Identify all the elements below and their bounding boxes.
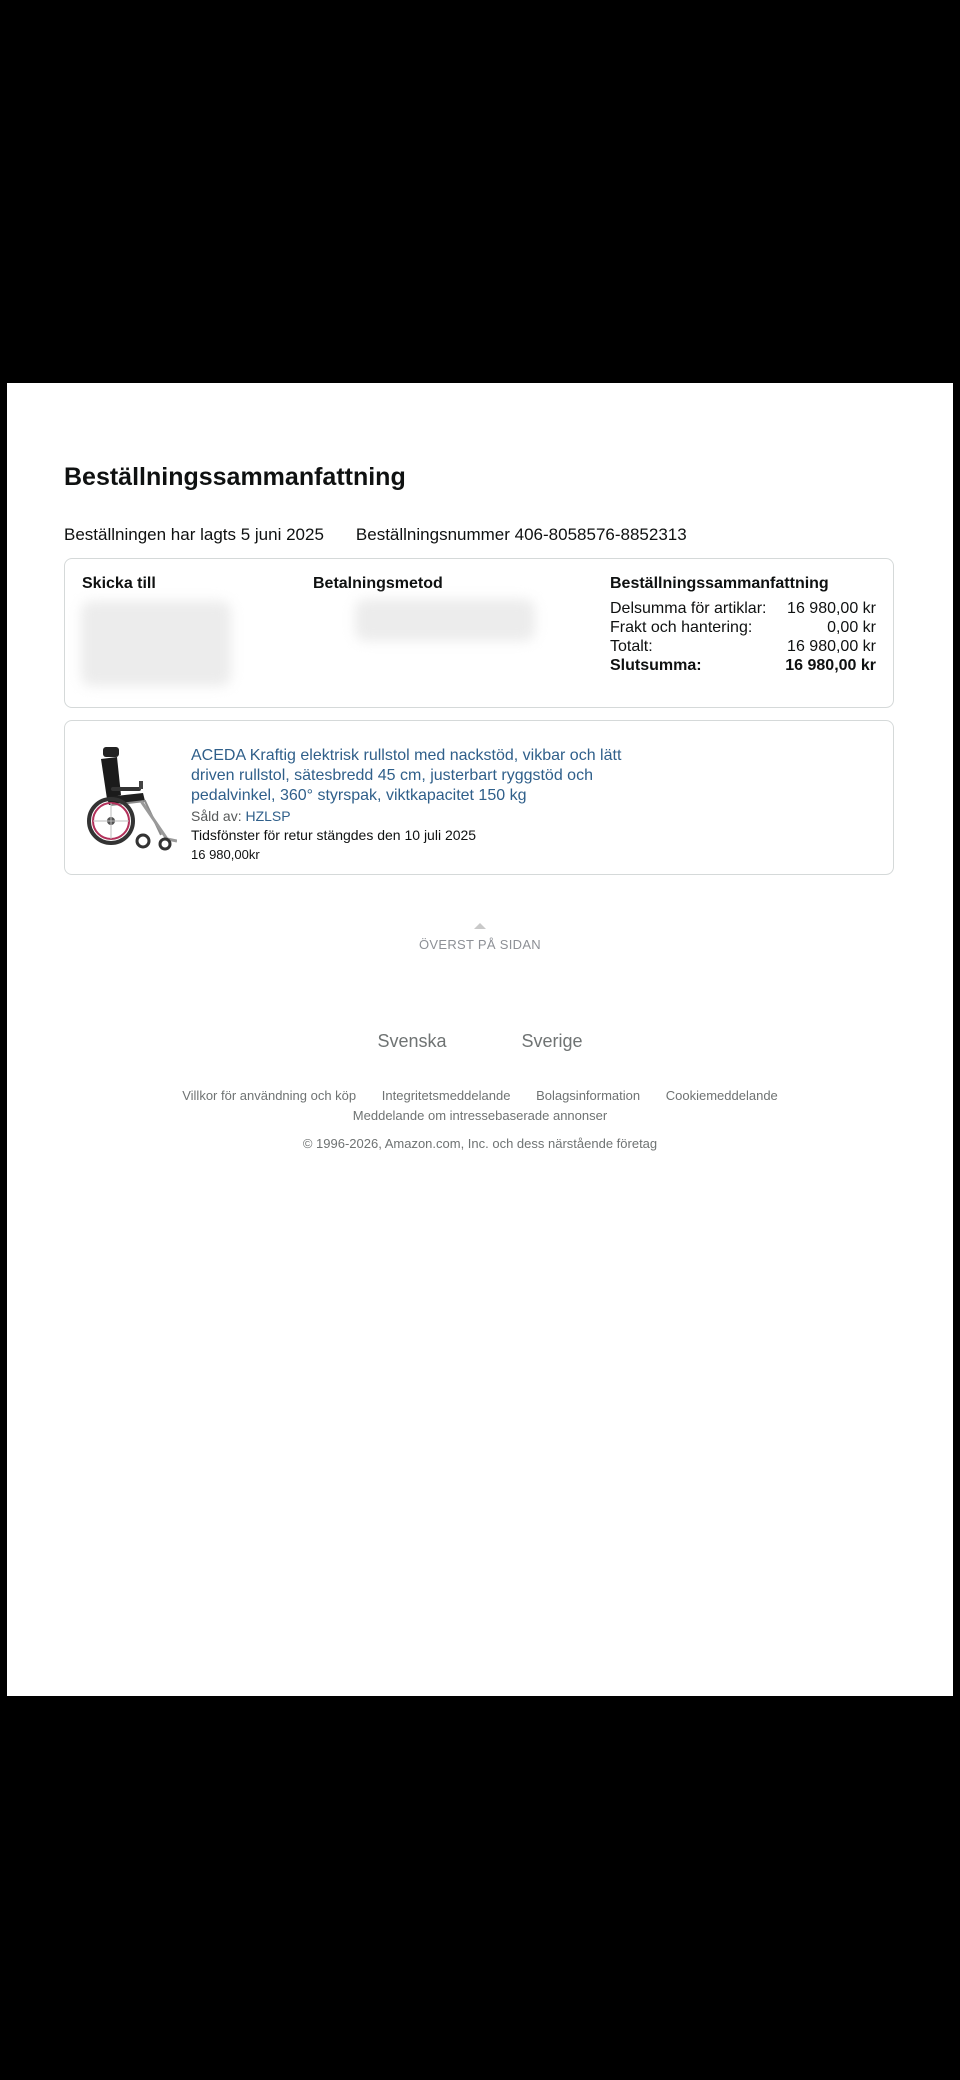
footer-link-terms[interactable]: Villkor för användning och köp	[182, 1088, 357, 1103]
payment-method-heading: Betalningsmetod	[313, 575, 443, 592]
footer-links	[7, 1086, 953, 1126]
shipping-row	[610, 618, 876, 637]
ship-to-heading: Skicka till	[82, 575, 156, 592]
wheelchair-image[interactable]	[81, 743, 177, 851]
subtotal-value: 16 980,00 kr	[787, 600, 876, 617]
country-selector[interactable]: Sverige	[521, 1031, 583, 1051]
item-details	[191, 746, 641, 862]
back-to-top-link[interactable]	[7, 923, 953, 952]
item-title-link[interactable]: ACEDA Kraftig elektrisk rullstol med nackstöd, vikbar och lätt driven rullstol, sätesbredd 45 cm, justerbart ryggstöd och pedalvinkel, 360° styrspak, viktkapacitet 150 kg	[191, 747, 622, 804]
shipping-label: Frakt och hantering:	[610, 619, 753, 636]
sold-by	[191, 808, 641, 824]
footer-link-privacy[interactable]: Integritetsmeddelande	[381, 1088, 511, 1103]
return-window-text: Tidsfönster för retur stängdes den 10 juli 2025	[191, 827, 477, 843]
seller-link[interactable]: HZLSP	[245, 808, 291, 824]
total-row	[610, 637, 876, 656]
order-summary-card	[64, 558, 894, 708]
order-placed-date: Beställningen har lagts 5 juni 2025	[64, 525, 324, 544]
order-number: Beställningsnummer 406-8058576-8852313	[355, 525, 687, 544]
shipping-value: 0,00 kr	[827, 619, 876, 636]
subtotal-label: Delsumma för artiklar:	[610, 600, 767, 617]
grand-total-value: 16 980,00 kr	[785, 657, 876, 674]
footer-link-cookies[interactable]: Cookiemeddelande	[665, 1088, 778, 1103]
back-to-top-label: ÖVERST PÅ SIDAN	[418, 937, 541, 952]
sold-by-label: Såld av:	[191, 808, 242, 824]
language-selector[interactable]: Svenska	[377, 1031, 447, 1051]
footer-link-interest-ads[interactable]: Meddelande om intressebaserade annonser	[352, 1108, 608, 1123]
payment-method-redacted	[355, 599, 535, 641]
total-value: 16 980,00 kr	[787, 638, 876, 655]
order-item-card	[64, 720, 894, 875]
order-summary-page	[7, 383, 953, 1696]
total-label: Totalt:	[610, 638, 653, 655]
caret-up-icon	[474, 923, 486, 929]
grand-total-row	[610, 656, 876, 675]
summary-heading: Beställningssammanfattning	[610, 575, 829, 592]
shipping-address-redacted	[81, 601, 231, 686]
order-meta	[64, 525, 687, 545]
copyright: © 1996-2026, Amazon.com, Inc. och dess närstående företag	[302, 1136, 658, 1151]
footer-link-company-info[interactable]: Bolagsinformation	[536, 1088, 641, 1103]
grand-total-label: Slutsumma:	[610, 657, 702, 674]
item-price: 16 980,00kr	[191, 847, 260, 862]
price-summary-table	[610, 599, 876, 675]
subtotal-row	[610, 599, 876, 618]
page-title: Beställningssammanfattning	[64, 463, 406, 491]
locale-selector	[7, 1031, 953, 1052]
